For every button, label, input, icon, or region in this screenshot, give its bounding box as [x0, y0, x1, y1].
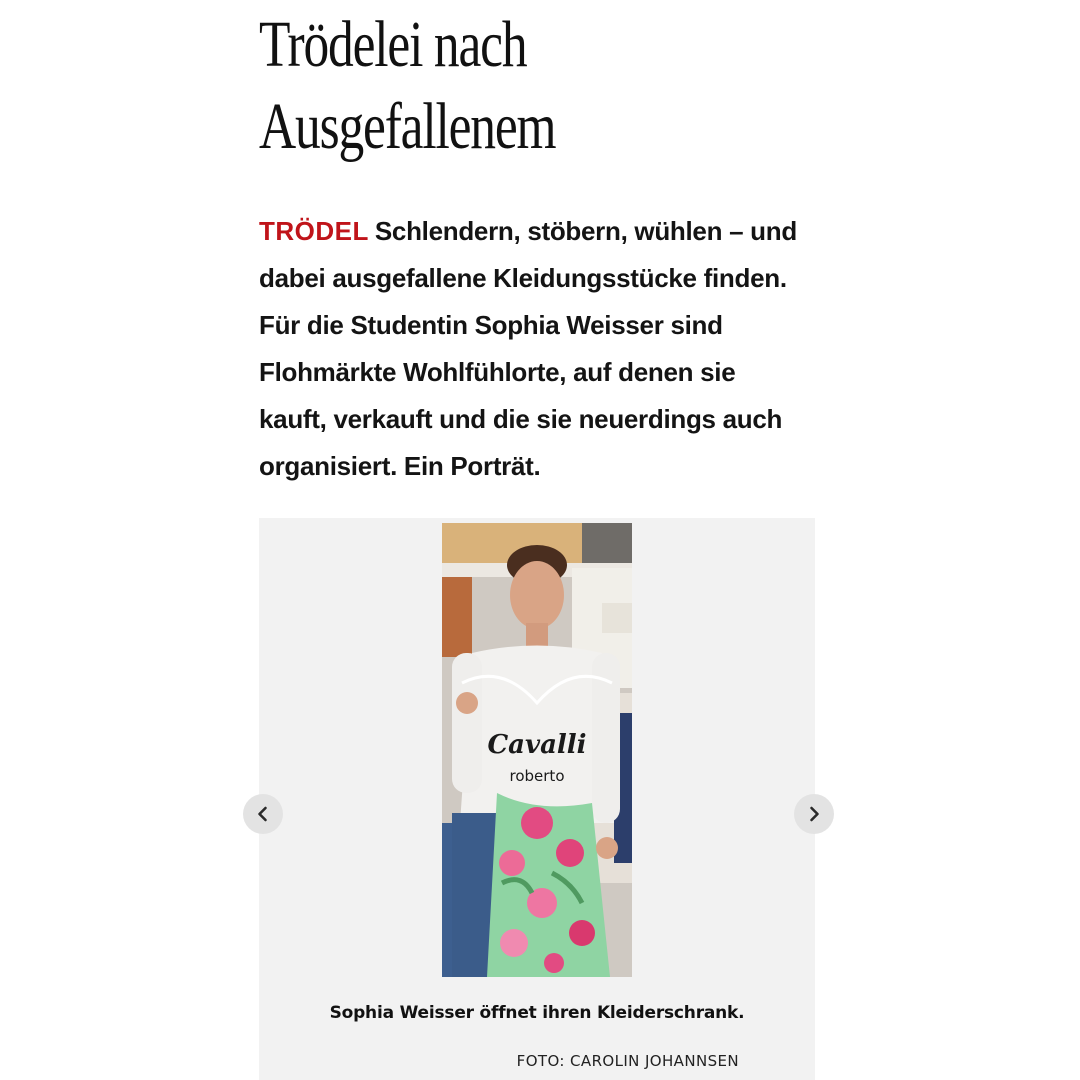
kicker: TRÖDEL: [259, 216, 369, 246]
photo-caption: Sophia Weisser öffnet ihren Kleiderschrank.: [329, 1003, 745, 1023]
headline: [259, 4, 696, 168]
lead-line-6: organisiert. Ein Porträt.: [259, 451, 541, 481]
chevron-right-icon: [805, 805, 823, 823]
lead-line-1: [259, 208, 819, 255]
chevron-left-icon: [254, 805, 272, 823]
headline-line-1: Trödelei nach: [259, 8, 527, 81]
headline-line-2: Ausgefallenem: [259, 90, 556, 163]
gallery-photo: [442, 523, 632, 977]
photo-credit: FOTO: CAROLIN JOHANNSEN: [516, 1052, 739, 1070]
image-gallery: [259, 518, 815, 1080]
lead-line-3: Für die Studentin Sophia Weisser sind: [259, 310, 723, 340]
lead-line-2: dabei ausgefallene Kleidungsstücke finden.: [259, 263, 787, 293]
lead-paragraph: [259, 208, 819, 490]
gallery-next-button[interactable]: [794, 794, 834, 834]
shirt-print-brand: Cavalli: [487, 730, 587, 760]
shirt-print-name: roberto: [509, 767, 565, 785]
gallery-prev-button[interactable]: [243, 794, 283, 834]
lead-line-5: kauft, verkauft und die sie neuerdings auch: [259, 404, 783, 434]
lead-text-1: Schlendern, stöbern, wühlen – und: [374, 216, 797, 246]
lead-line-4: Flohmärkte Wohlfühlorte, auf denen sie: [259, 357, 736, 387]
